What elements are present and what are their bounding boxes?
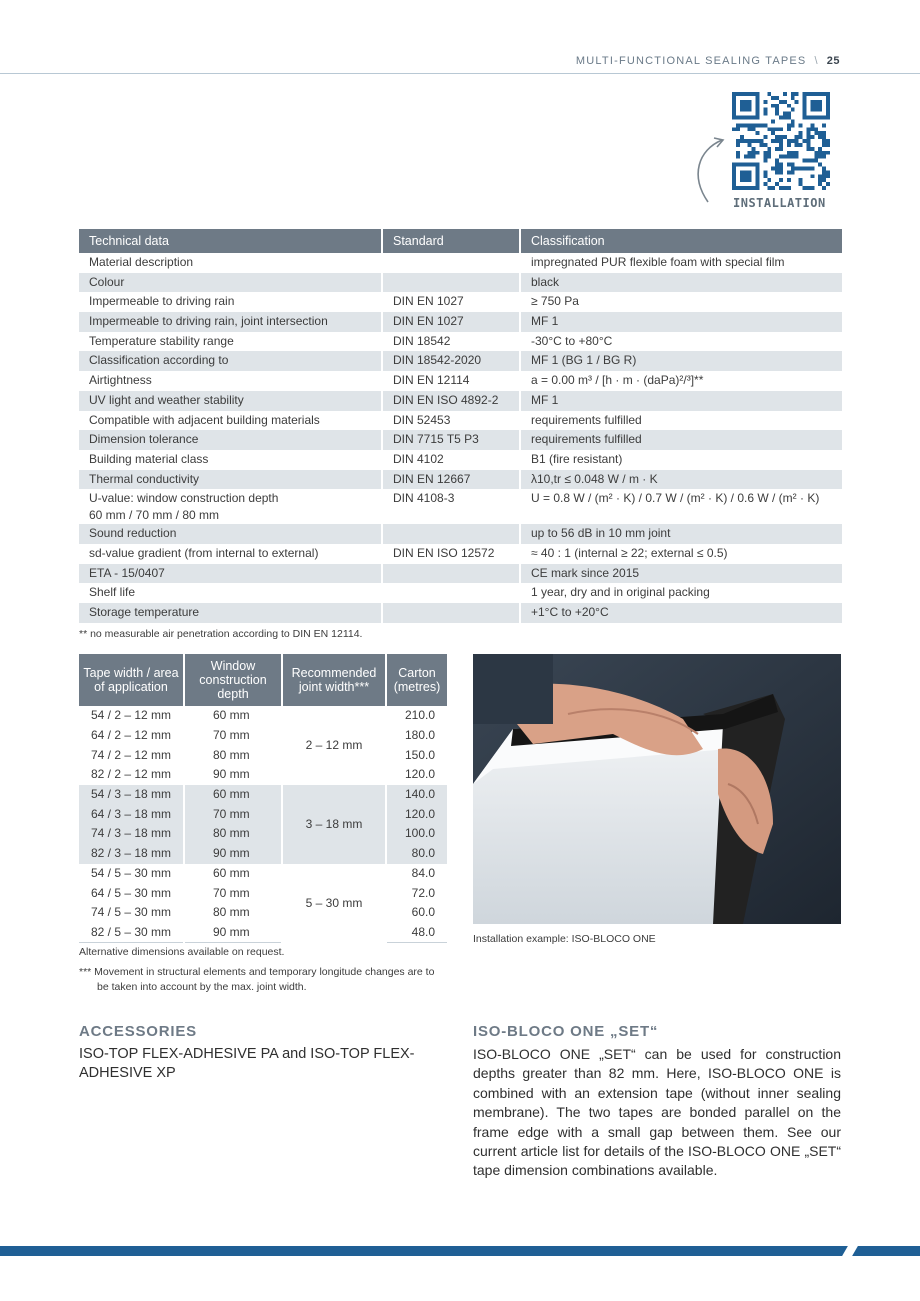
tape-cell-carton: 60.0 (411, 905, 435, 920)
table-row (79, 411, 842, 431)
tech-cell-standard: DIN EN 12667 (382, 470, 520, 490)
tech-cell-data: Building material class (79, 450, 382, 470)
table-row (79, 726, 447, 746)
tape-cell-depth: 60 mm (184, 785, 282, 805)
tech-cell-classification: a = 0.00 m³ / [h · m · (daPa)²/³]** (531, 373, 704, 388)
installation-photo (473, 654, 841, 924)
tech-cell-data: Shelf life (79, 583, 382, 603)
tech-cell-data: Sound reduction (79, 524, 382, 544)
tape-cell-depth: 80 mm (184, 824, 282, 844)
tech-cell-standard: DIN 7715 T5 P3 (382, 430, 520, 450)
tape-cell-depth: 60 mm (184, 864, 282, 884)
tape-cell-width: 74 / 2 – 12 mm (79, 745, 184, 765)
tech-cell-classification: -30°C to +80°C (531, 333, 613, 348)
table-row (79, 844, 447, 864)
tape-cell-width: 54 / 5 – 30 mm (79, 864, 184, 884)
alternative-dimensions-note: Alternative dimensions available on request. (79, 946, 285, 958)
tech-cell-data: U-value: window construction depth 60 mm / 70 mm / 80 mm (79, 489, 382, 524)
table-row (79, 583, 842, 603)
photo-caption: Installation example: ISO-BLOCO ONE (473, 933, 656, 945)
tech-cell-standard (382, 273, 520, 293)
tape-cell-depth: 80 mm (184, 903, 282, 923)
header-rule (0, 73, 920, 74)
tech-cell-data: Temperature stability range (79, 332, 382, 352)
tape-cell-depth: 70 mm (184, 804, 282, 824)
tape-cell-carton: 48.0 (386, 923, 447, 943)
table-row (79, 544, 842, 564)
tech-cell-classification: B1 (fire resistant) (531, 451, 623, 466)
tape-header-depth: Window construction depth (184, 654, 282, 706)
running-header (576, 55, 840, 67)
tech-cell-standard: DIN 4102 (382, 450, 520, 470)
tech-cell-classification: CE mark since 2015 (520, 564, 842, 584)
tech-cell-standard: DIN 18542 (382, 332, 520, 352)
tape-cell-width: 82 / 2 – 12 mm (79, 765, 184, 785)
tech-cell-data: Colour (79, 273, 382, 293)
tech-cell-standard (382, 524, 520, 544)
tech-cell-data: Classification according to (79, 351, 382, 371)
tech-cell-data: Thermal conductivity (79, 470, 382, 490)
table-row (79, 391, 842, 411)
section-title: MULTI-FUNCTIONAL SEALING TAPES (575, 55, 807, 67)
tech-cell-data: Compatible with adjacent building materials (79, 411, 382, 431)
tech-cell-data: sd-value gradient (from internal to external) (79, 544, 382, 564)
qr-code-icon[interactable] (732, 92, 830, 190)
tape-cell-carton: 84.0 (411, 865, 435, 880)
tech-cell-standard (382, 583, 520, 603)
tape-cell-carton: 80.0 (386, 844, 447, 864)
tape-dimensions-table (79, 654, 447, 943)
table-row (79, 332, 842, 352)
tech-cell-data: Storage temperature (79, 603, 382, 623)
table-row (79, 923, 447, 943)
footer-bar (0, 1246, 920, 1256)
tech-cell-classification: λ10,tr ≤ 0.048 W / m · K (520, 470, 842, 490)
tech-cell-classification: ≈ 40 : 1 (internal ≥ 22; external ≤ 0.5) (531, 545, 728, 560)
joint-width-footnote: *** Movement in structural elements and temporary longitude changes are to be taken into account by the max. joint width. (79, 966, 435, 993)
tech-cell-standard (382, 253, 520, 273)
tape-cell-depth: 80 mm (184, 745, 282, 765)
tech-cell-classification: requirements fulfilled (531, 412, 642, 427)
tech-cell-classification: black (520, 273, 842, 293)
tape-cell-carton: 72.0 (411, 885, 435, 900)
tape-cell-depth: 70 mm (184, 883, 282, 903)
tech-cell-classification: impregnated PUR flexible foam with special film (531, 255, 785, 269)
tech-cell-classification: requirements fulfilled (520, 430, 842, 450)
qr-label: INSTALLATION (733, 196, 826, 210)
tech-cell-standard (382, 564, 520, 584)
tech-cell-data: Impermeable to driving rain (79, 292, 382, 312)
table-row (79, 524, 842, 544)
tape-cell-width: 74 / 3 – 18 mm (79, 824, 184, 844)
tech-cell-data: Impermeable to driving rain, joint intersection (79, 312, 382, 332)
accessories-heading: ACCESSORIES (79, 1023, 197, 1040)
tech-cell-classification: up to 56 dB in 10 mm joint (520, 524, 842, 544)
tech-cell-standard: DIN EN 1027 (382, 312, 520, 332)
tape-cell-depth: 60 mm (184, 706, 282, 726)
table-row (79, 450, 842, 470)
table-row (79, 903, 447, 923)
tech-cell-classification: ≥ 750 Pa (531, 294, 579, 309)
tape-cell-joint: 5 – 30 mm (282, 864, 386, 943)
table-row (79, 765, 447, 785)
tech-cell-classification: +1°C to +20°C (520, 603, 842, 623)
table-row (79, 430, 842, 450)
table-row (79, 489, 842, 524)
tech-cell-classification: MF 1 (520, 312, 842, 332)
accessories-text: ISO-TOP FLEX-ADHESIVE PA and ISO-TOP FLEX-ADHESIVE XP (79, 1046, 415, 1081)
table-row (79, 470, 842, 490)
tape-cell-carton: 210.0 (404, 708, 435, 723)
tech-cell-standard: DIN 4108-3 (382, 489, 520, 524)
table-row (79, 564, 842, 584)
tech-footnote: ** no measurable air penetration according to DIN EN 12114. (79, 628, 363, 640)
curved-arrow-icon (688, 136, 734, 208)
tech-cell-classification: U = 0.8 W / (m² · K) / 0.7 W / (m² · K) / 0.6 W / (m² · K) (531, 491, 820, 506)
tech-cell-data: ETA - 15/0407 (79, 564, 382, 584)
table-row (79, 883, 447, 903)
tape-header-joint: Recommended joint width*** (282, 654, 386, 706)
tech-cell-standard: DIN EN 1027 (382, 292, 520, 312)
tech-cell-data: Dimension tolerance (79, 430, 382, 450)
tape-cell-width: 64 / 3 – 18 mm (79, 804, 184, 824)
tape-cell-carton: 100.0 (386, 824, 447, 844)
set-text: ISO-BLOCO ONE „SET“ can be used for construction depths greater than 82 mm. Here, ISO-BLOCO ONE is combined with an extension tape (without inner sealing membrane). The two tapes are bonded parallel on the frame edge with a small gap between them. See our current article list for details of the ISO-BLOCO ONE „SET“ tape dimension combinations available. (473, 1046, 841, 1179)
tech-cell-data: Airtightness (79, 371, 382, 391)
tech-cell-data: UV light and weather stability (79, 391, 382, 411)
tech-header-standard: Standard (382, 229, 520, 253)
table-row (79, 312, 842, 332)
tape-cell-width: 74 / 5 – 30 mm (79, 903, 184, 923)
tape-cell-joint: 3 – 18 mm (282, 785, 386, 864)
tape-cell-carton: 120.0 (404, 767, 435, 782)
tape-cell-width: 54 / 2 – 12 mm (79, 706, 184, 726)
table-row (79, 864, 447, 884)
tape-cell-carton: 180.0 (404, 728, 435, 743)
qr-code-block[interactable] (688, 92, 838, 214)
tape-cell-carton: 120.0 (386, 804, 447, 824)
tech-cell-standard: DIN 52453 (382, 411, 520, 431)
tech-cell-classification: 1 year, dry and in original packing (531, 585, 710, 600)
table-row (79, 351, 842, 371)
table-row (79, 292, 842, 312)
header-separator: \ (814, 55, 819, 67)
tech-cell-data: Material description (79, 253, 382, 273)
tape-cell-joint: 2 – 12 mm (282, 706, 386, 785)
tape-cell-width: 82 / 5 – 30 mm (79, 923, 184, 943)
tech-cell-classification: MF 1 (BG 1 / BG R) (520, 351, 842, 371)
table-row (79, 371, 842, 391)
table-row (79, 253, 842, 273)
table-row (79, 824, 447, 844)
tape-cell-carton: 150.0 (404, 747, 435, 762)
tech-cell-classification: MF 1 (520, 391, 842, 411)
tech-cell-standard: DIN EN ISO 4892-2 (382, 391, 520, 411)
tech-header-data: Technical data (79, 229, 382, 253)
tape-cell-depth: 90 mm (184, 844, 282, 864)
tech-cell-standard: DIN 18542-2020 (382, 351, 520, 371)
tape-cell-carton: 140.0 (386, 785, 447, 805)
tape-header-width: Tape width / area of application (79, 654, 184, 706)
tape-cell-width: 54 / 3 – 18 mm (79, 785, 184, 805)
tape-cell-width: 64 / 5 – 30 mm (79, 883, 184, 903)
technical-data-table (79, 229, 842, 623)
table-row (79, 745, 447, 765)
page-number: 25 (826, 55, 840, 67)
table-row (79, 603, 842, 623)
table-row (79, 273, 842, 293)
tape-cell-width: 82 / 3 – 18 mm (79, 844, 184, 864)
tech-cell-standard (382, 603, 520, 623)
table-row (79, 804, 447, 824)
tape-cell-depth: 70 mm (184, 726, 282, 746)
tech-cell-standard: DIN EN 12114 (382, 371, 520, 391)
table-row (79, 785, 447, 805)
set-heading: ISO-BLOCO ONE „SET“ (473, 1023, 659, 1040)
tech-header-classification: Classification (520, 229, 842, 253)
tape-header-carton: Carton (metres) (386, 654, 447, 706)
tech-cell-standard: DIN EN ISO 12572 (382, 544, 520, 564)
tape-cell-depth: 90 mm (184, 923, 282, 943)
tape-cell-depth: 90 mm (184, 765, 282, 785)
tape-cell-width: 64 / 2 – 12 mm (79, 726, 184, 746)
table-row (79, 706, 447, 726)
